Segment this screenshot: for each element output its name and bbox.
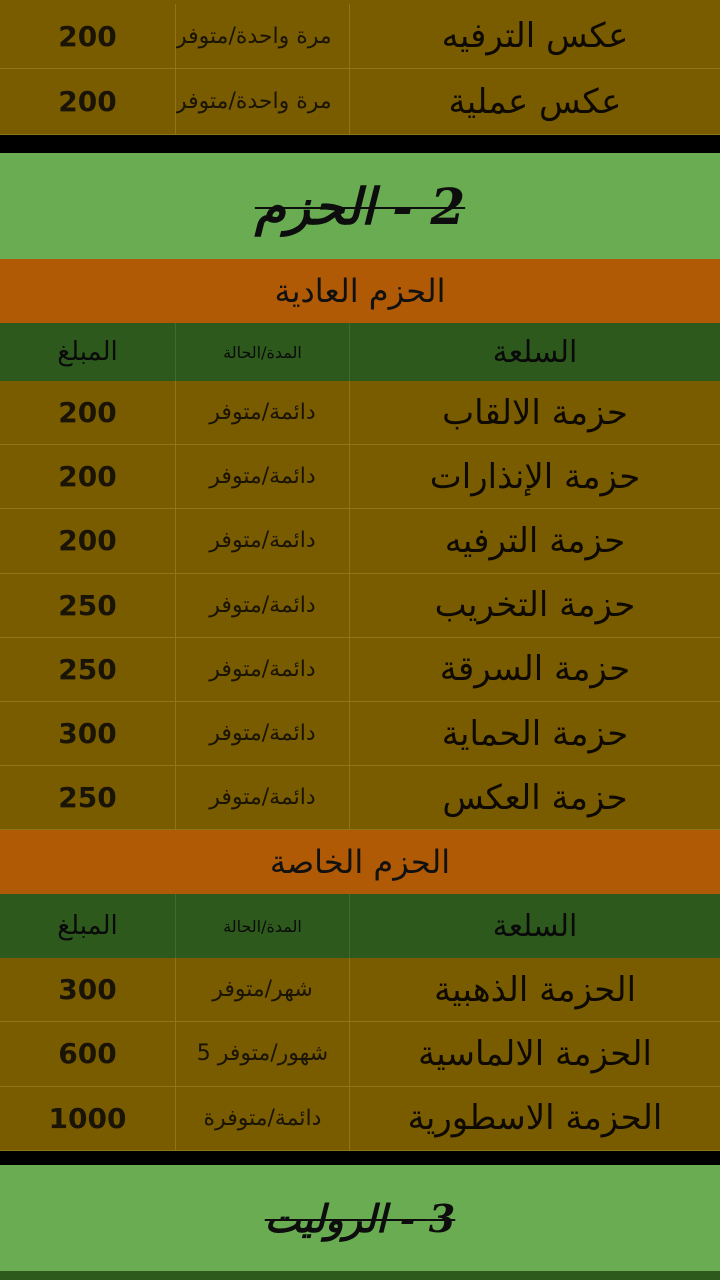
table-row bbox=[0, 638, 720, 702]
duration-cell: شهر/متوفر bbox=[176, 958, 350, 1021]
item-cell: حزمة الإنذارات bbox=[429, 456, 641, 497]
price-cell: 250 bbox=[0, 766, 176, 829]
price-cell: 300 bbox=[0, 702, 176, 765]
table-row bbox=[0, 1022, 720, 1086]
item-cell: حزمة الترفيه bbox=[444, 520, 626, 561]
duration-cell: دائمة/متوفرة bbox=[176, 1087, 350, 1150]
item-cell: حزمة التخريب bbox=[434, 585, 636, 626]
table-row bbox=[0, 766, 720, 830]
price-cell: 250 bbox=[0, 638, 176, 701]
duration-cell: دائمة/متوفر bbox=[176, 509, 350, 572]
column-header-row bbox=[0, 894, 720, 958]
table-row bbox=[0, 509, 720, 573]
table-row bbox=[0, 702, 720, 766]
item-cell: حزمة الالقاب bbox=[442, 392, 628, 433]
item-cell: حزمة السرقة bbox=[439, 649, 631, 690]
table-row bbox=[0, 69, 720, 135]
table-row bbox=[0, 958, 720, 1022]
item-cell: الحزمة الالماسية bbox=[418, 1033, 652, 1074]
price-cell: 600 bbox=[0, 1022, 176, 1085]
item-cell: حزمة العكس bbox=[442, 777, 628, 818]
duration-column-header: المدة/الحالة bbox=[176, 894, 350, 958]
price-column-header: المبلغ bbox=[0, 894, 176, 958]
column-header-row bbox=[0, 323, 720, 381]
duration-cell: مرة واحدة/متوفر bbox=[176, 4, 350, 68]
section-header bbox=[0, 1165, 720, 1271]
table-row bbox=[0, 381, 720, 445]
table-row bbox=[0, 574, 720, 638]
table-row bbox=[0, 445, 720, 509]
section-title: 2 - الحزم bbox=[254, 176, 466, 236]
duration-cell: دائمة/متوفر bbox=[176, 381, 350, 444]
duration-cell: دائمة/متوفر bbox=[176, 445, 350, 508]
price-column-header: المبلغ bbox=[0, 323, 176, 381]
price-cell: 200 bbox=[0, 509, 176, 572]
divider bbox=[0, 135, 720, 153]
price-cell: 250 bbox=[0, 574, 176, 637]
duration-cell: مرة واحدة/متوفر bbox=[176, 69, 350, 134]
duration-cell: دائمة/متوفر bbox=[176, 702, 350, 765]
price-cell: 200 bbox=[0, 4, 176, 68]
item-cell: الحزمة الذهبية bbox=[433, 969, 637, 1010]
price-cell: 200 bbox=[0, 381, 176, 444]
duration-cell: دائمة/متوفر bbox=[176, 766, 350, 829]
item-cell: عكس الترفيه bbox=[441, 16, 629, 56]
duration-cell: دائمة/متوفر bbox=[176, 574, 350, 637]
section-title: 3 - الروليت bbox=[264, 1195, 456, 1241]
price-cell: 300 bbox=[0, 958, 176, 1021]
item-cell: الحزمة الاسطورية bbox=[407, 1098, 663, 1139]
duration-column-header: المدة/الحالة bbox=[176, 323, 350, 381]
subheader-regular-packs: الحزم العادية bbox=[0, 259, 720, 323]
table-row bbox=[0, 1087, 720, 1151]
item-column-header: السلعة bbox=[492, 908, 578, 944]
section-header bbox=[0, 153, 720, 259]
duration-cell: دائمة/متوفر bbox=[176, 638, 350, 701]
subheader-special-packs: الحزم الخاصة bbox=[0, 830, 720, 894]
item-column-header: السلعة bbox=[492, 334, 578, 370]
item-cell: عكس عملية bbox=[448, 81, 622, 122]
price-cell: 200 bbox=[0, 69, 176, 134]
divider bbox=[0, 1151, 720, 1165]
price-cell: 1000 bbox=[0, 1087, 176, 1150]
item-cell: حزمة الحماية bbox=[441, 713, 629, 754]
table-row bbox=[0, 4, 720, 69]
duration-cell: 5 شهور/متوفر bbox=[176, 1022, 350, 1085]
table-row bbox=[0, 0, 720, 4]
price-cell: 200 bbox=[0, 445, 176, 508]
table-row bbox=[0, 1271, 720, 1280]
